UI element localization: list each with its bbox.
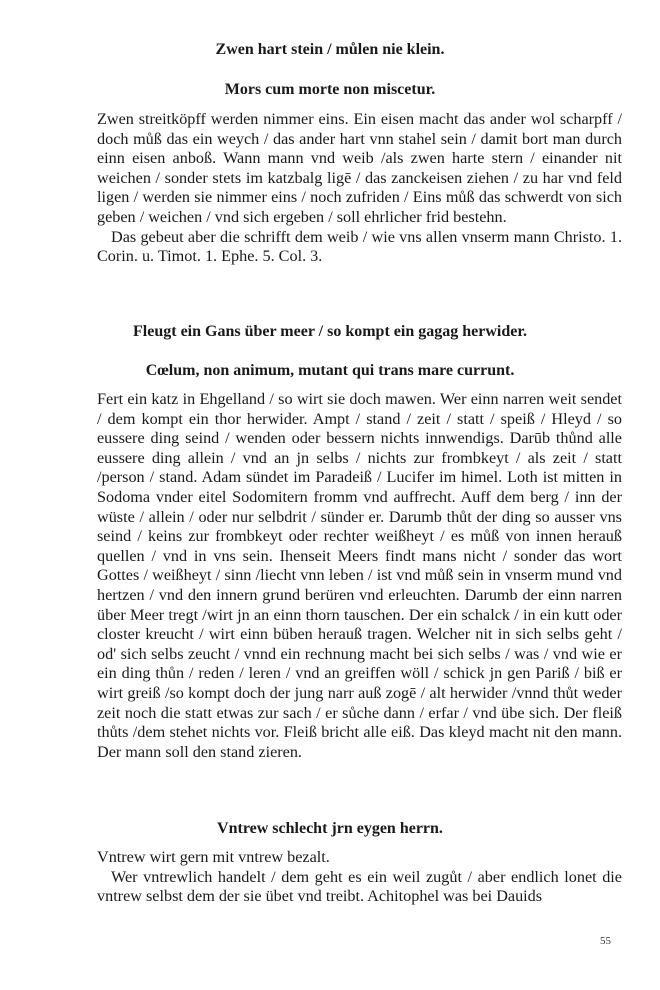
latin-subheading: Mors cum morte non miscetur. [224, 81, 436, 98]
section-2 [0, 322, 660, 342]
section-1-latin [0, 80, 660, 100]
page-number: 55 [600, 935, 611, 947]
proverb-heading: Vntrew schlecht jrn eygen herrn. [217, 820, 443, 837]
paragraph: Zwen streitköpff werden nimmer eins. Ein eisen macht das ander wol scharpff / doch můß das ein weych / das ander hart vnn stahel sein / damit bort man durch einn eisen anboß. Wann mann vnd weib /als zwen harte stern / einander nit weichen / sonder stets im katzbalg ligē / das zanckeisen ziehen / zu har vnd feld ligen / werden sie nimmer eins / noch zufriden / Eins můß das schwerdt von sich geben / weichen / vnd sich ergeben / soll ehrlicher frid bestehn. [97, 110, 622, 226]
section-3-body [97, 848, 622, 907]
section-2-body [97, 390, 622, 762]
paragraph: Vntrew wirt gern mit vntrew bezalt. [97, 848, 330, 866]
section-3 [0, 819, 660, 839]
latin-subheading: Cœlum, non animum, mutant qui trans mare currunt. [145, 362, 515, 379]
section-1-body [97, 110, 622, 267]
section-1 [0, 40, 660, 60]
proverb-heading: Zwen hart stein / můlen nie klein. [215, 41, 445, 58]
proverb-heading: Fleugt ein Gans über meer / so kompt ein gagag herwider. [133, 323, 527, 340]
paragraph: Fert ein katz in Ehgelland / so wirt sie doch mawen. Wer einn narren weit sendet / dem kompt ein thor herwider. Ampt / stand / zeit / statt / speiß / Hleyd / so eussere ding seind / wenden oder bessern nichts innwendigs. Darūb thůnd alle eussere ding allein / vnd an jn selbs / nichts zur frombkeyt / als zeit / statt /person / stand. Adam sündet im Paradeiß / Lucifer im himel. Loth ist mitten in Sodoma vnder eitel Sodomitern fromm vnd auffrecht. Auff dem berg / inn der wüste / allein / oder nur selbdrit / sünder er. Darumb thůt der ding so ausser vns seind / keins zur frombkeyt oder rechter weißheyt / es můß von innen herauß quellen / vnd in vns sein. Ihenseit Meers findt mans nicht / sonder das wort Gottes / weißheyt / sinn /liecht vnn leben / ist vnd můß sein in vnserm mund vnd hertzen / vnd den innern grund berüren vnd erleuchten. Darumb der einn narren über Meer tregt /wirt jn an einn thorn tauschen. Der ein schalck / in ein kutt oder closter kreucht / wirt einn büben herauß tragen. Welcher nit in sich selbs geht / od' sich selbs zeucht / vnnd ein rechnung macht bei sich selbs / was / vnd wie er ein ding thůn / reden / leren / vnd an greiffen wöll / schick jn gen Pariß / biß er wirt greiß /so kompt doch der jung narr auß zogē / alt herwider /vnnd thůt weder zeit noch die statt etwas zur sach / er sůche dann / erfar / vnd übe sich. Der fleiß thůts /dem stehet nichts vor. Fleiß bricht alle eiß. Das kleyd macht nit den mann. Der mann soll den stand zieren. [97, 390, 622, 761]
paragraph: Wer vntrewlich handelt / dem geht es ein weil zugůt / aber endlich lonet die vntrew selbst dem der sie übet vnd treibt. Achitophel was bei Dauids [97, 867, 622, 906]
section-2-latin [0, 361, 660, 381]
paragraph: Das gebeut aber die schrifft dem weib / wie vns allen vnserm mann Christo. 1. Corin. u. Timot. 1. Ephe. 5. Col. 3. [97, 227, 622, 266]
